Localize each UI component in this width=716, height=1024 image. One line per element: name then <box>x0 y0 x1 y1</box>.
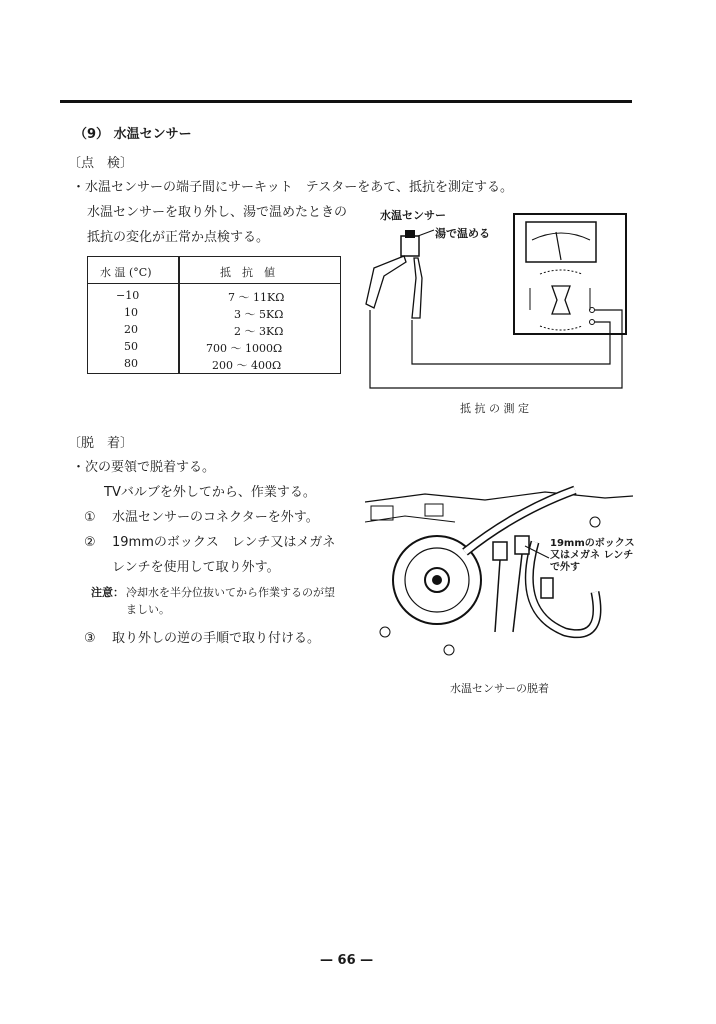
label-warm: 湯で温める <box>435 227 490 240</box>
dial-scale <box>532 233 590 240</box>
step2-number: ② <box>84 535 96 550</box>
pulley-center <box>432 575 442 585</box>
probe-left <box>366 256 406 308</box>
top-rule <box>60 100 632 103</box>
removal-label: 〔脱 着〕 <box>68 436 134 451</box>
page-number: — 66 — <box>320 953 374 968</box>
inspection-line3: 抵抗の変化が正常か点検する。 <box>87 230 270 245</box>
range-knob <box>552 286 570 314</box>
tester-body <box>514 214 626 334</box>
tv-valve-note: TVバルブを外してから、作業する。 <box>104 485 316 500</box>
figure2-caption: 水温センサーの脱着 <box>450 682 549 695</box>
figure2-callout <box>550 538 635 574</box>
table-temp-1: 10 <box>124 306 138 319</box>
step3-number: ③ <box>84 631 96 646</box>
connector-1 <box>493 542 507 560</box>
note-label: 注意： <box>91 586 124 599</box>
sensor-tip <box>405 230 415 238</box>
water-temp-sensor <box>541 578 553 598</box>
note-line1: 冷却水を半分位抜いてから作業するのが望 <box>126 586 335 599</box>
callout-line3: で外す <box>550 562 580 573</box>
terminal-minus <box>590 320 595 325</box>
range-arc-top <box>540 270 582 274</box>
step1-number: ① <box>84 510 96 525</box>
inspection-line1: ・水温センサーの端子間にサーキット テスターをあて、抵抗を測定する。 <box>72 180 513 195</box>
table-temp-3: 50 <box>124 340 138 353</box>
sensor-body <box>401 236 419 256</box>
table-res-1: 3 〜 5KΩ <box>234 308 284 321</box>
step1-text: 水温センサーのコネクターを外す。 <box>112 510 319 525</box>
inspection-line2: 水温センサーを取り外し、湯で温めたときの <box>87 205 348 220</box>
inspection-label: 〔点 検〕 <box>68 156 134 171</box>
resistance-measurement-figure <box>360 200 640 400</box>
table-res-0: 7 〜 11KΩ <box>228 291 285 304</box>
table-col1-header: 水 温 (°C) <box>100 266 152 279</box>
callout-line1: 19mmのボックス <box>550 538 635 549</box>
table-temp-4: 80 <box>124 357 138 370</box>
dial-needle <box>556 232 561 260</box>
probe-right <box>412 258 422 318</box>
step3-text: 取り外しの逆の手順で取り付ける。 <box>112 631 321 646</box>
table-res-2: 2 〜 3KΩ <box>234 325 284 338</box>
table-col2-header: 抵 抗 値 <box>220 266 275 279</box>
range-arc-bottom <box>540 326 582 330</box>
table-res-4: 200 〜 400Ω <box>212 359 282 372</box>
figure1-caption: 抵 抗 の 測 定 <box>460 402 529 415</box>
removal-intro: ・次の要領で脱着する。 <box>72 460 216 475</box>
step2-text-b: レンチを使用して取り外す。 <box>112 560 280 575</box>
table-temp-0: −10 <box>116 289 140 302</box>
resistance-table <box>87 256 341 374</box>
warm-leader <box>418 230 434 236</box>
connector-2 <box>515 536 529 554</box>
label-sensor: 水温センサー <box>380 209 446 222</box>
note-line2: ましい。 <box>126 603 170 616</box>
step2-text-a: 19mmのボックス レンチ又はメガネ <box>112 535 336 550</box>
table-divider <box>178 257 180 373</box>
section-heading: （9） 水温センサー <box>74 127 192 142</box>
callout-line2: 又はメガネ レンチ <box>550 550 634 561</box>
table-res-3: 700 〜 1000Ω <box>206 342 283 355</box>
wire-1 <box>370 310 622 388</box>
table-temp-2: 20 <box>124 323 138 336</box>
sensor-removal-figure <box>365 482 633 672</box>
tester-dial <box>526 222 596 262</box>
